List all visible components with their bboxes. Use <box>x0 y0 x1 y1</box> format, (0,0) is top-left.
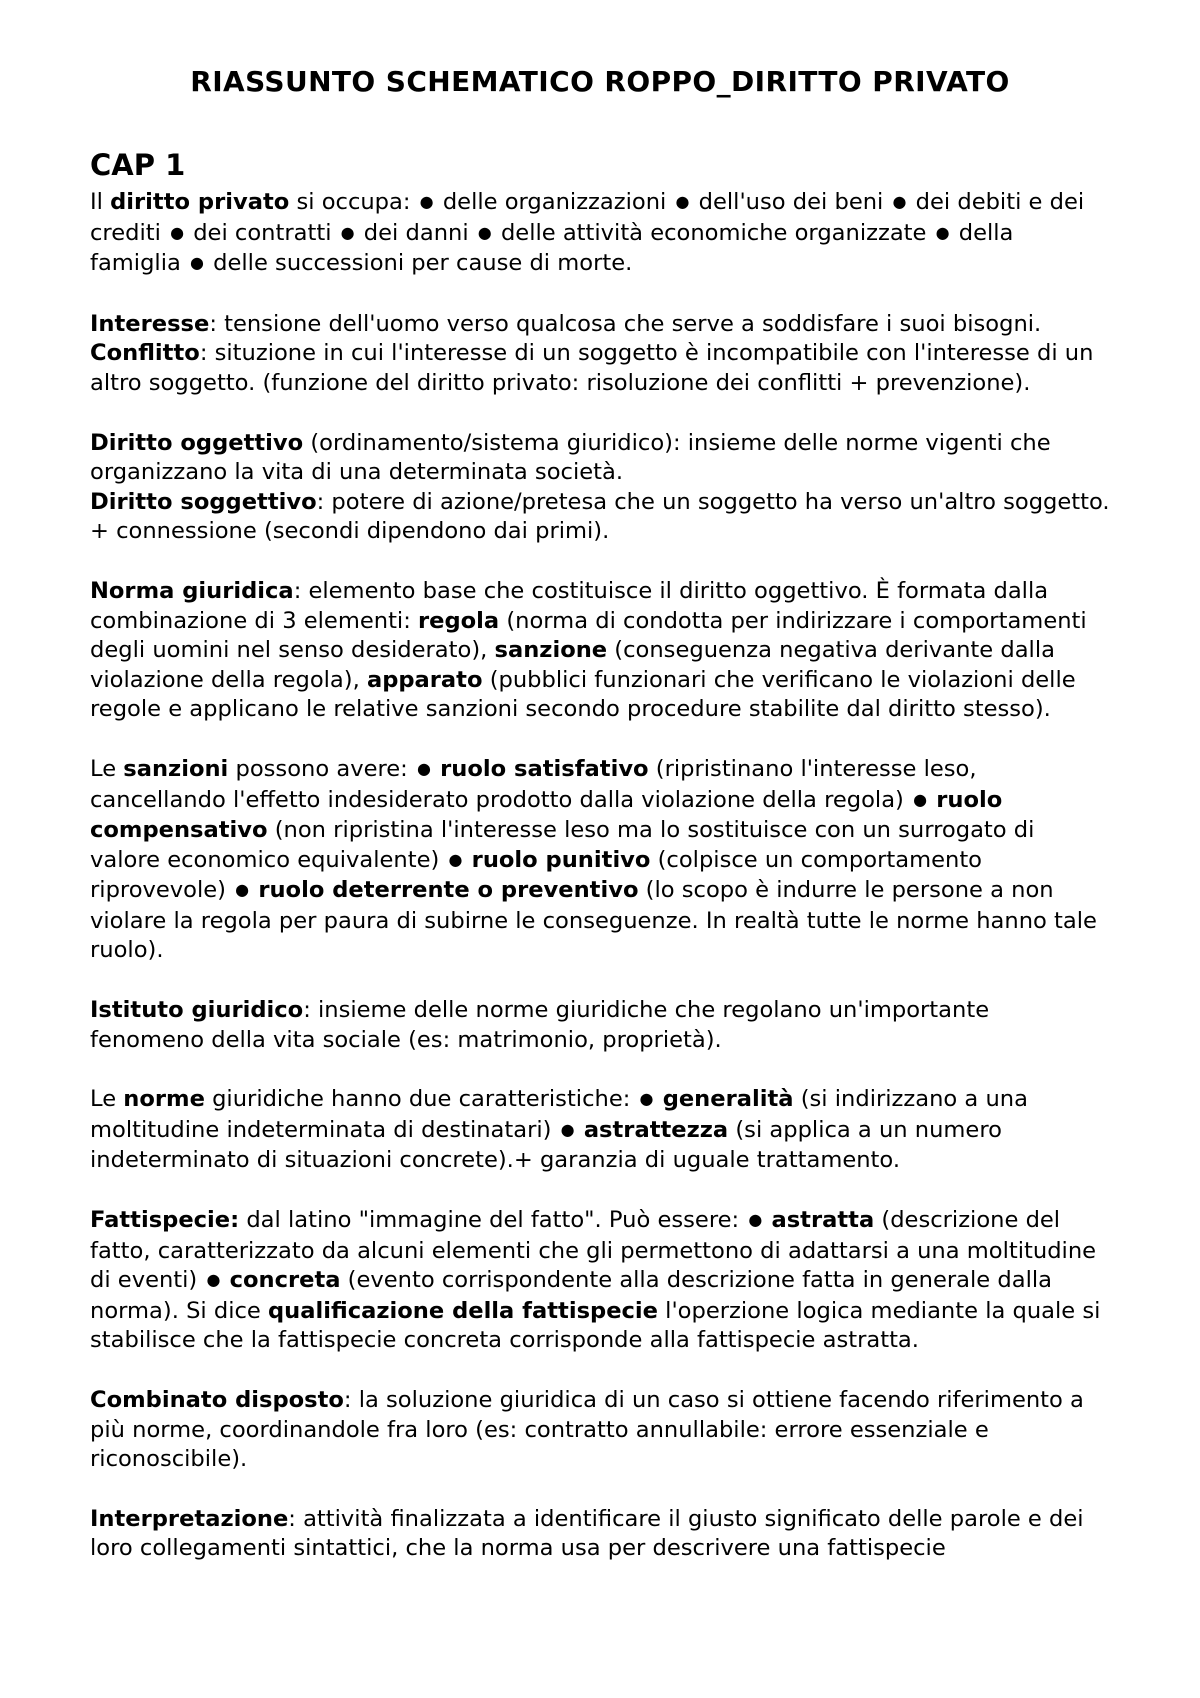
text-run: dei debiti e dei crediti <box>90 189 1085 246</box>
bold-term: ruolo punitivo <box>471 846 651 873</box>
bold-term: Diritto soggettivo <box>90 488 317 515</box>
bold-term: concreta <box>229 1267 341 1294</box>
paragraph-norma-giuridica <box>90 577 1110 725</box>
document-body <box>90 188 1110 1564</box>
text-run: (non ripristina l'interesse leso ma lo sostituisce con un surrogato di valore economico equivalente) <box>90 817 1035 873</box>
chapter-heading: CAP 1 <box>90 148 186 182</box>
bold-term: astratta <box>771 1207 875 1234</box>
paragraph-intro <box>90 188 1110 280</box>
text-run: possono avere: <box>228 755 415 782</box>
text-run: dei danni <box>356 219 476 246</box>
text-run: Il <box>90 189 111 215</box>
bold-term: apparato <box>366 666 483 693</box>
text-run: : situzione in cui l'interesse di un soggetto è incompatibile con l'interesse di un altro soggetto. (funzione del diritto privato: risoluzione dei conflitti + prevenzione). <box>90 340 1094 396</box>
bullet-icon: ● <box>913 789 928 809</box>
paragraph-diritto-oggettivo <box>90 429 1110 488</box>
bold-term: regola <box>418 607 500 634</box>
bullet-icon: ● <box>560 1119 575 1139</box>
text-run: Le <box>90 755 124 782</box>
text-run: : tensione dell'uomo verso qualcosa che serve a soddisfare i suoi bisogni. <box>209 310 1042 337</box>
text-run: (evento corrispondente alla descrizione fatta in generale dalla norma). Si dice <box>90 1267 1052 1324</box>
bullet-icon: ● <box>340 222 355 242</box>
text-run: (pubblici funzionari che verificano le violazioni delle regole e applicano le relative sanzioni secondo procedure stabilite dal diritto stesso). <box>90 666 1076 723</box>
bold-term: Istituto giuridico <box>90 997 304 1024</box>
text-run: (colpisce un comportamento riprovevole) <box>90 846 982 904</box>
text-run: dell'uso dei beni <box>691 189 891 215</box>
bold-term: generalità <box>662 1086 794 1113</box>
text-run: : potere di azione/pretesa che un soggetto ha verso un'altro soggetto. + connessione (secondi dipendono dai primi). <box>90 488 1110 545</box>
text-run: delle organizzazioni <box>435 189 674 215</box>
text-run: (si applica a un numero indeterminato di situazioni concrete).+ garanzia di uguale trattamento. <box>90 1116 1002 1174</box>
paragraph-fattispecie <box>90 1206 1110 1356</box>
bold-term: Interesse <box>90 310 210 337</box>
text-run: (ordinamento/sistema giuridico): insieme delle norme vigenti che organizzano la vita di una determinata società. <box>90 429 1051 486</box>
bold-term: norme <box>123 1086 205 1113</box>
text-run <box>656 1086 663 1112</box>
text-run: : insieme delle norme giuridiche che regolano un'importante fenomeno della vita sociale (es: matrimonio, proprietà). <box>90 997 990 1053</box>
text-run: (si indirizzano a una moltitudine indeterminata di destinatari) <box>90 1086 1028 1143</box>
bullet-icon: ● <box>639 1089 654 1109</box>
bullet-icon: ● <box>935 222 950 242</box>
bold-term: Combinato disposto <box>90 1387 344 1413</box>
text-run: dei contratti <box>186 219 339 246</box>
bullet-icon: ● <box>235 880 250 900</box>
bullet-icon: ● <box>419 192 434 211</box>
text-run: si occupa: <box>289 189 418 215</box>
text-run: l'operzione logica mediante la quale si stabilisce che la fattispecie concreta corrisponde alla fattispecie astratta. <box>90 1297 1101 1354</box>
text-run <box>577 1117 584 1143</box>
text-run: : attività finalizzata a identificare il giusto significato delle parole e dei loro collegamenti sintattici, che la norma usa per descrivere una fattispecie <box>90 1505 1084 1562</box>
bullet-icon: ● <box>170 222 185 242</box>
text-run: (conseguenza negativa derivante dalla violazione della regola), <box>90 637 1055 693</box>
text-run: (norma di condotta per indirizzare i comportamenti degli uomini nel senso desiderato), <box>90 607 1087 664</box>
text-run: della famiglia <box>90 219 1014 277</box>
text-run: delle successioni per cause di morte. <box>205 250 633 277</box>
text-run: giuridiche hanno due caratteristiche: <box>204 1086 638 1113</box>
bold-term: Norma giuridica <box>90 577 294 604</box>
text-run: delle attività economiche organizzate <box>493 219 934 246</box>
text-run: : la soluzione giuridica di un caso si ottiene facendo riferimento a più norme, coordinandole fra loro (es: contratto annullabile: errore essenziale e riconoscibile). <box>90 1387 1084 1473</box>
bold-term: sanzioni <box>123 755 229 782</box>
text-run: : elemento base che costituisce il diritto oggettivo. È formata dalla combinazione di 3 elementi: <box>90 577 1049 634</box>
bullet-icon: ● <box>892 192 907 211</box>
bold-term: ruolo satisfativo <box>440 755 649 782</box>
bold-term: ruolo compensativo <box>90 786 1003 844</box>
bold-term: Fattispecie: <box>90 1207 240 1234</box>
bullet-icon: ● <box>748 1210 763 1230</box>
bold-term: qualificazione della fattispecie <box>268 1297 658 1324</box>
text-run <box>464 847 471 873</box>
paragraph-interesse <box>90 310 1110 399</box>
document-title: RIASSUNTO SCHEMATICO ROPPO_DIRITTO PRIVATO <box>190 65 1010 98</box>
bold-term: Interpretazione <box>90 1505 289 1532</box>
bold-term: diritto privato <box>110 189 290 215</box>
bold-term: astrattezza <box>583 1116 729 1143</box>
text-run: (descrizione del fatto, caratterizzato da alcuni elementi che gli permettono di adattarsi a una moltitudine di eventi) <box>90 1207 1097 1294</box>
bullet-icon: ● <box>448 849 463 869</box>
paragraph-sanzioni <box>90 755 1110 966</box>
bold-term: Diritto oggettivo <box>90 429 304 456</box>
paragraph-istituto <box>90 996 1110 1055</box>
paragraph-diritto-soggettivo <box>90 488 1110 547</box>
bullet-icon: ● <box>477 222 492 242</box>
bullet-icon: ● <box>675 192 690 211</box>
text-run: (lo scopo è indurre le persone a non violare la regola per paura di subirne le conseguenze. In realtà tutte le norme hanno tale ruolo). <box>90 877 1097 964</box>
text-run: Le <box>90 1086 124 1113</box>
text-run: (ripristinano l'interesse leso, cancellando l'effetto indesiderato prodotto dalla violazione della regola) <box>90 755 977 813</box>
bullet-icon: ● <box>206 1270 221 1290</box>
paragraph-norme <box>90 1085 1110 1176</box>
text-run: dal latino "immagine del fatto". Può essere: <box>239 1207 747 1234</box>
bold-term: Conflitto <box>90 340 200 367</box>
paragraph-combinato <box>90 1386 1110 1475</box>
bullet-icon: ● <box>190 253 204 273</box>
text-run <box>222 1267 229 1293</box>
bullet-icon: ● <box>416 758 431 778</box>
paragraph-interpretazione <box>90 1505 1110 1564</box>
bold-term: ruolo deterrente o preventivo <box>258 877 639 904</box>
bold-term: sanzione <box>494 637 608 664</box>
